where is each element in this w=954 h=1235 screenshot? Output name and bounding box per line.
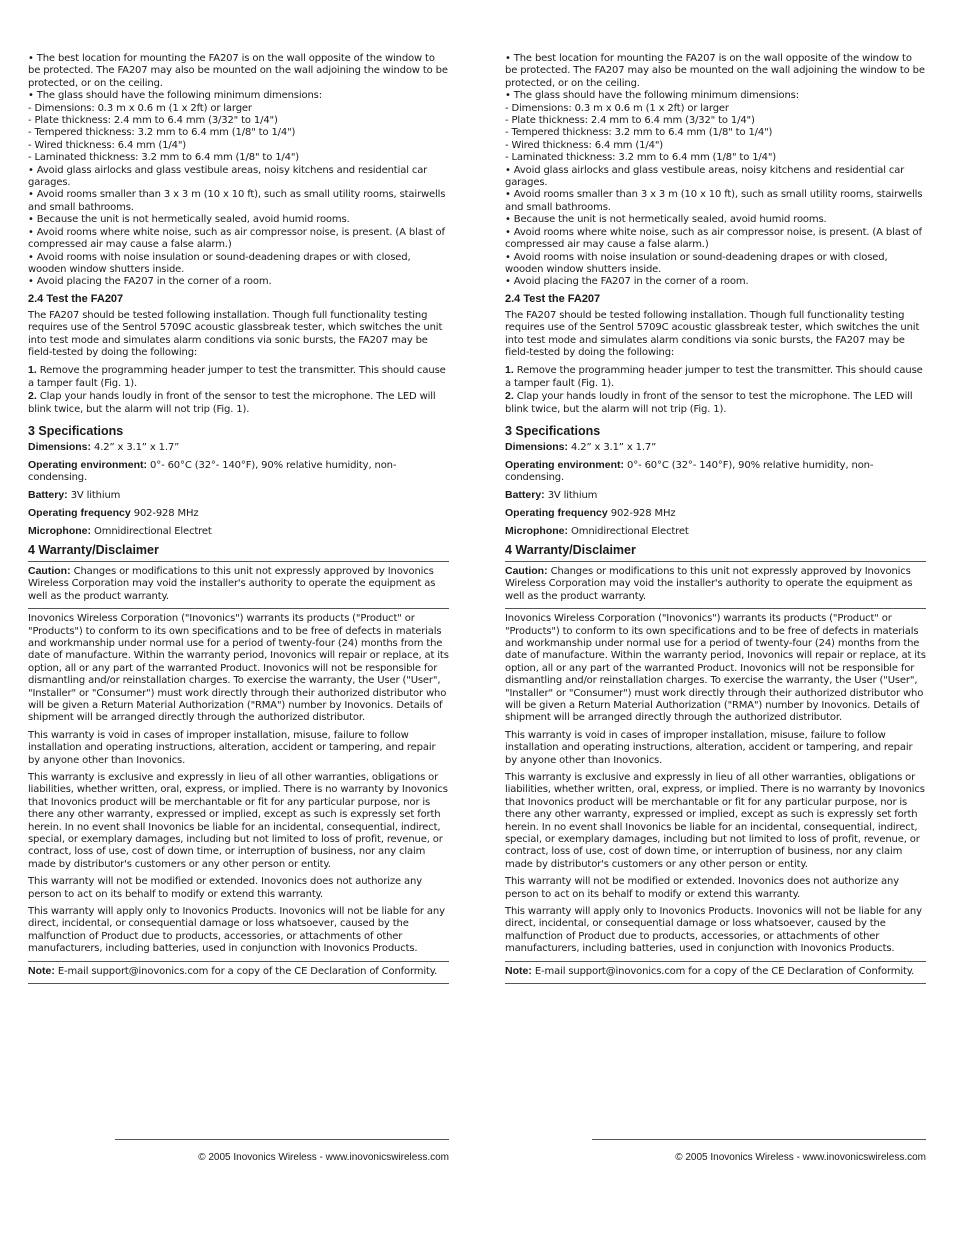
- left-page-column: [28, 53, 449, 984]
- note-label: Note:: [28, 964, 55, 977]
- note-label: Note:: [505, 964, 532, 977]
- guideline-item: • Avoid rooms with noise insulation or sound-deadening drapes or with closed, wooden window shutters inside.: [28, 251, 411, 275]
- spec-value: 0°- 60°C (32°- 140°F), 90% relative humidity, non-condensing.: [505, 459, 874, 484]
- warranty-paragraph: Inovonics Wireless Corporation ("Inovonics") warrants its products ("Product" or "Products") to conform to its own specifications and to be free of defects in materials and workmanship under normal use for a period of twenty-four (24) months from the date of manufacture. Within the warranty period, Inovonics will repair or replace, at its option, all or any part of the warranted Product. Inovonics will not be responsible for dismantling and/or reinstallation charges. To exercise the warranty, the User ("User", "Installer" or "Consumer") must work directly through their authorized distributor who will be given a Return Material Authorization ("RMA") number by Inovonics. Details of shipment will be arranged directly through the authorized distributor.: [28, 613, 449, 724]
- test-step-2: [28, 390, 449, 416]
- guideline-item: • The glass should have the following minimum dimensions:: [28, 90, 322, 102]
- note-text: [28, 965, 449, 978]
- installation-guidelines: [505, 53, 926, 289]
- test-step-2: [505, 390, 926, 416]
- test-intro: The FA207 should be tested following installation. Though full functionality testing requires use of the Sentrol 5709C acoustic glassbreak tester, which switches the unit into test mode and simulates alarm conditions via sonic bursts, the FA207 may be field-tested by doing the following:: [505, 309, 920, 358]
- test-step-1: [28, 364, 449, 390]
- spec-microphone: [28, 525, 449, 538]
- note-text: [505, 965, 926, 978]
- step-number: 1.: [28, 364, 37, 377]
- specifications-heading: 3 Specifications: [28, 423, 124, 438]
- guideline-item: • Avoid placing the FA207 in the corner of a room.: [28, 276, 272, 288]
- guideline-item: • Avoid rooms where white noise, such as air compressor noise, is present. (A blast of compressed air may cause a false alarm.): [28, 226, 445, 251]
- test-intro: The FA207 should be tested following installation. Though full functionality testing requires use of the Sentrol 5709C acoustic glassbreak tester, which switches the unit into test mode and simulates alarm conditions via sonic bursts, the FA207 may be field-tested by doing the following:: [28, 309, 443, 358]
- warranty-heading: 4 Warranty/Disclaimer: [28, 542, 159, 557]
- spec-label: Operating environment:: [28, 458, 148, 471]
- caution-label: Caution:: [505, 564, 548, 577]
- spec-dimensions: [28, 441, 449, 454]
- spec-label: Battery:: [28, 489, 68, 502]
- spec-environment: [28, 459, 449, 485]
- footer-rule-left: [115, 1139, 449, 1140]
- spec-label: Operating frequency: [28, 507, 131, 520]
- caution-text: [28, 565, 449, 603]
- warranty-paragraph: Inovonics Wireless Corporation ("Inovonics") warrants its products ("Product" or "Products") to conform to its own specifications and to be free of defects in materials and workmanship under normal use for a period of twenty-four (24) months from the date of manufacture. Within the warranty period, Inovonics will repair or replace, at its option, all or any part of the warranted Product. Inovonics will not be responsible for dismantling and/or reinstallation charges. To exercise the warranty, the User ("User", "Installer" or "Consumer") must work directly through their authorized distributor who will be given a Return Material Authorization ("RMA") number by Inovonics. Details of shipment will be arranged directly through the authorized distributor.: [505, 613, 926, 724]
- spec-frequency: [28, 507, 449, 520]
- footer-copyright-left: © 2005 Inovonics Wireless - www.inovonicswireless.com: [198, 1152, 449, 1163]
- spec-label: Dimensions:: [505, 440, 569, 453]
- spec-label: Dimensions:: [28, 440, 92, 453]
- test-heading: 2.4 Test the FA207: [28, 292, 124, 305]
- guideline-item: - Plate thickness: 2.4 mm to 6.4 mm (3/32" to 1/4"): [505, 115, 755, 127]
- guideline-item: - Dimensions: 0.3 m x 0.6 m (1 x 2ft) or larger: [505, 102, 729, 114]
- spec-label: Battery:: [505, 489, 545, 502]
- caution-box: [28, 561, 449, 609]
- spec-environment: [505, 459, 926, 485]
- guideline-item: - Dimensions: 0.3 m x 0.6 m (1 x 2ft) or larger: [28, 102, 252, 114]
- step-text: Remove the programming header jumper to test the transmitter. This should cause a tamper fault (Fig. 1).: [28, 365, 446, 389]
- specifications-heading: 3 Specifications: [505, 423, 601, 438]
- guideline-item: - Tempered thickness: 3.2 mm to 6.4 mm (1/8" to 1/4"): [28, 127, 296, 139]
- warranty-paragraph: This warranty will not be modified or extended. Inovonics does not authorize any person to act on its behalf to modify or extend this warranty.: [28, 876, 422, 900]
- note-box: [505, 961, 926, 984]
- spec-value: Omnidirectional Electret: [91, 526, 212, 537]
- caution-body: Changes or modifications to this unit not expressly approved by Inovonics Wireless Corporation may void the installer's authority to operate the equipment as well as the product warranty.: [28, 565, 436, 602]
- guideline-item: • Avoid rooms where white noise, such as air compressor noise, is present. (A blast of compressed air may cause a false alarm.): [505, 226, 922, 251]
- guideline-item: - Plate thickness: 2.4 mm to 6.4 mm (3/32" to 1/4"): [28, 115, 278, 127]
- guideline-item: - Wired thickness: 6.4 mm (1/4"): [28, 139, 187, 151]
- guideline-item: • Avoid placing the FA207 in the corner of a room.: [505, 276, 749, 288]
- step-text: Clap your hands loudly in front of the sensor to test the microphone. The LED will blink twice, but the alarm will not trip (Fig. 1).: [28, 391, 436, 415]
- warranty-body: [505, 613, 926, 956]
- spec-battery: [505, 489, 926, 502]
- warranty-paragraph: This warranty is exclusive and expressly in lieu of all other warranties, obligations or liabilities, whether written, oral, express, or implied. There is no warranty by Inovonics that Inovonics product will be merchantable or fit for any particular purpose, nor is there any other warranty, expressed or implied, except as such is expressly set forth herein. In no event shall Inovonics be liable for an incidental, consequential, indirect, special, or exemplary damages, including but not limited to loss of profit, revenue, or contract, loss of use, cost of down time, or interruption of business, nor any claim made by distributor's customers or any other person or entity.: [28, 772, 448, 870]
- guideline-item: • Avoid rooms with noise insulation or sound-deadening drapes or with closed, wooden window shutters inside.: [505, 251, 888, 275]
- guideline-item: • Because the unit is not hermetically sealed, avoid humid rooms.: [28, 214, 350, 226]
- spec-battery: [28, 489, 449, 502]
- spec-label: Operating frequency: [505, 507, 608, 520]
- right-page-column: [505, 53, 926, 984]
- spec-frequency: [505, 507, 926, 520]
- spec-microphone: [505, 525, 926, 538]
- guideline-item: • Avoid rooms smaller than 3 x 3 m (10 x 10 ft), such as small utility rooms, stairwells and small bathrooms.: [505, 189, 923, 213]
- note-body: E-mail support@inovonics.com for a copy of the CE Declaration of Conformity.: [54, 965, 438, 977]
- guideline-item: • Avoid rooms smaller than 3 x 3 m (10 x 10 ft), such as small utility rooms, stairwells and small bathrooms.: [28, 189, 446, 213]
- guideline-item: • The best location for mounting the FA207 is on the wall opposite of the window to be protected. The FA207 may also be mounted on the wall adjoining the window to be protected, or on the ceiling.: [28, 53, 448, 89]
- spec-value: 902-928 MHz: [130, 508, 199, 520]
- guideline-item: - Wired thickness: 6.4 mm (1/4"): [505, 139, 664, 151]
- warranty-paragraph: This warranty will not be modified or extended. Inovonics does not authorize any person to act on its behalf to modify or extend this warranty.: [505, 876, 899, 900]
- guideline-item: • The best location for mounting the FA207 is on the wall opposite of the window to be protected. The FA207 may also be mounted on the wall adjoining the window to be protected, or on the ceiling.: [505, 53, 925, 89]
- step-number: 2.: [28, 390, 37, 403]
- test-heading: 2.4 Test the FA207: [505, 292, 601, 305]
- spec-label: Operating environment:: [505, 458, 625, 471]
- footer-copyright-right: © 2005 Inovonics Wireless - www.inovonicswireless.com: [675, 1152, 926, 1163]
- caution-box: [505, 561, 926, 609]
- step-text: Remove the programming header jumper to test the transmitter. This should cause a tamper fault (Fig. 1).: [505, 365, 923, 389]
- guideline-item: - Laminated thickness: 3.2 mm to 6.4 mm (1/8" to 1/4"): [505, 152, 777, 164]
- step-number: 1.: [505, 364, 514, 377]
- guideline-item: • Because the unit is not hermetically sealed, avoid humid rooms.: [505, 214, 827, 226]
- installation-guidelines: [28, 53, 449, 289]
- spec-value: 0°- 60°C (32°- 140°F), 90% relative humidity, non-condensing.: [28, 459, 397, 484]
- spec-value: 902-928 MHz: [607, 508, 676, 520]
- caution-body: Changes or modifications to this unit not expressly approved by Inovonics Wireless Corporation may void the installer's authority to operate the equipment as well as the product warranty.: [505, 565, 913, 602]
- warranty-paragraph: This warranty is void in cases of improper installation, misuse, failure to follow installation and operating instructions, alteration, accident or tampering, and repair by anyone other than Inovonics.: [505, 729, 913, 766]
- warranty-heading: 4 Warranty/Disclaimer: [505, 542, 636, 557]
- spec-value: 4.2” x 3.1” x 1.7”: [91, 441, 180, 453]
- spec-dimensions: [505, 441, 926, 454]
- spec-label: Microphone:: [505, 525, 568, 537]
- warranty-paragraph: This warranty is exclusive and expressly in lieu of all other warranties, obligations or liabilities, whether written, oral, express, or implied. There is no warranty by Inovonics that Inovonics product will be merchantable or fit for any particular purpose, nor is there any other warranty, expressed or implied, except as such is expressly set forth herein. In no event shall Inovonics be liable for an incidental, consequential, indirect, special, or exemplary damages, including but not limited to loss of profit, revenue, or contract, loss of use, cost of down time, or interruption of business, nor any claim made by distributor's customers or any other person or entity.: [505, 772, 925, 870]
- note-body: E-mail support@inovonics.com for a copy of the CE Declaration of Conformity.: [531, 965, 915, 977]
- guideline-item: - Laminated thickness: 3.2 mm to 6.4 mm (1/8" to 1/4"): [28, 152, 300, 164]
- note-box: [28, 961, 449, 984]
- warranty-body: [28, 613, 449, 956]
- step-text: Clap your hands loudly in front of the sensor to test the microphone. The LED will blink twice, but the alarm will not trip (Fig. 1).: [505, 391, 913, 415]
- warranty-paragraph: This warranty will apply only to Inovonics Products. Inovonics will not be liable for any direct, incidental, or consequential damage or loss whatsoever, caused by the malfunction of Product due to products, accessories, or attachments of other manufacturers, including batteries, used in conjunction with Inovonics Products.: [505, 906, 922, 955]
- guideline-item: • Avoid glass airlocks and glass vestibule areas, noisy kitchens and residential car garages.: [505, 164, 905, 189]
- test-step-1: [505, 364, 926, 390]
- guideline-item: • The glass should have the following minimum dimensions:: [505, 90, 799, 102]
- caution-label: Caution:: [28, 564, 71, 577]
- spec-label: Microphone:: [28, 525, 91, 537]
- spec-value: 3V lithium: [544, 490, 598, 502]
- spec-value: Omnidirectional Electret: [568, 526, 689, 537]
- footer-rule-right: [592, 1139, 926, 1140]
- spec-value: 4.2” x 3.1” x 1.7”: [568, 441, 657, 453]
- guideline-item: - Tempered thickness: 3.2 mm to 6.4 mm (1/8" to 1/4"): [505, 127, 773, 139]
- warranty-paragraph: This warranty is void in cases of improper installation, misuse, failure to follow installation and operating instructions, alteration, accident or tampering, and repair by anyone other than Inovonics.: [28, 729, 436, 766]
- guideline-item: • Avoid glass airlocks and glass vestibule areas, noisy kitchens and residential car garages.: [28, 164, 428, 189]
- caution-text: [505, 565, 926, 603]
- warranty-paragraph: This warranty will apply only to Inovonics Products. Inovonics will not be liable for any direct, incidental, or consequential damage or loss whatsoever, caused by the malfunction of Product due to products, accessories, or attachments of other manufacturers, including batteries, used in conjunction with Inovonics Products.: [28, 906, 445, 955]
- step-number: 2.: [505, 390, 514, 403]
- spec-value: 3V lithium: [67, 490, 121, 502]
